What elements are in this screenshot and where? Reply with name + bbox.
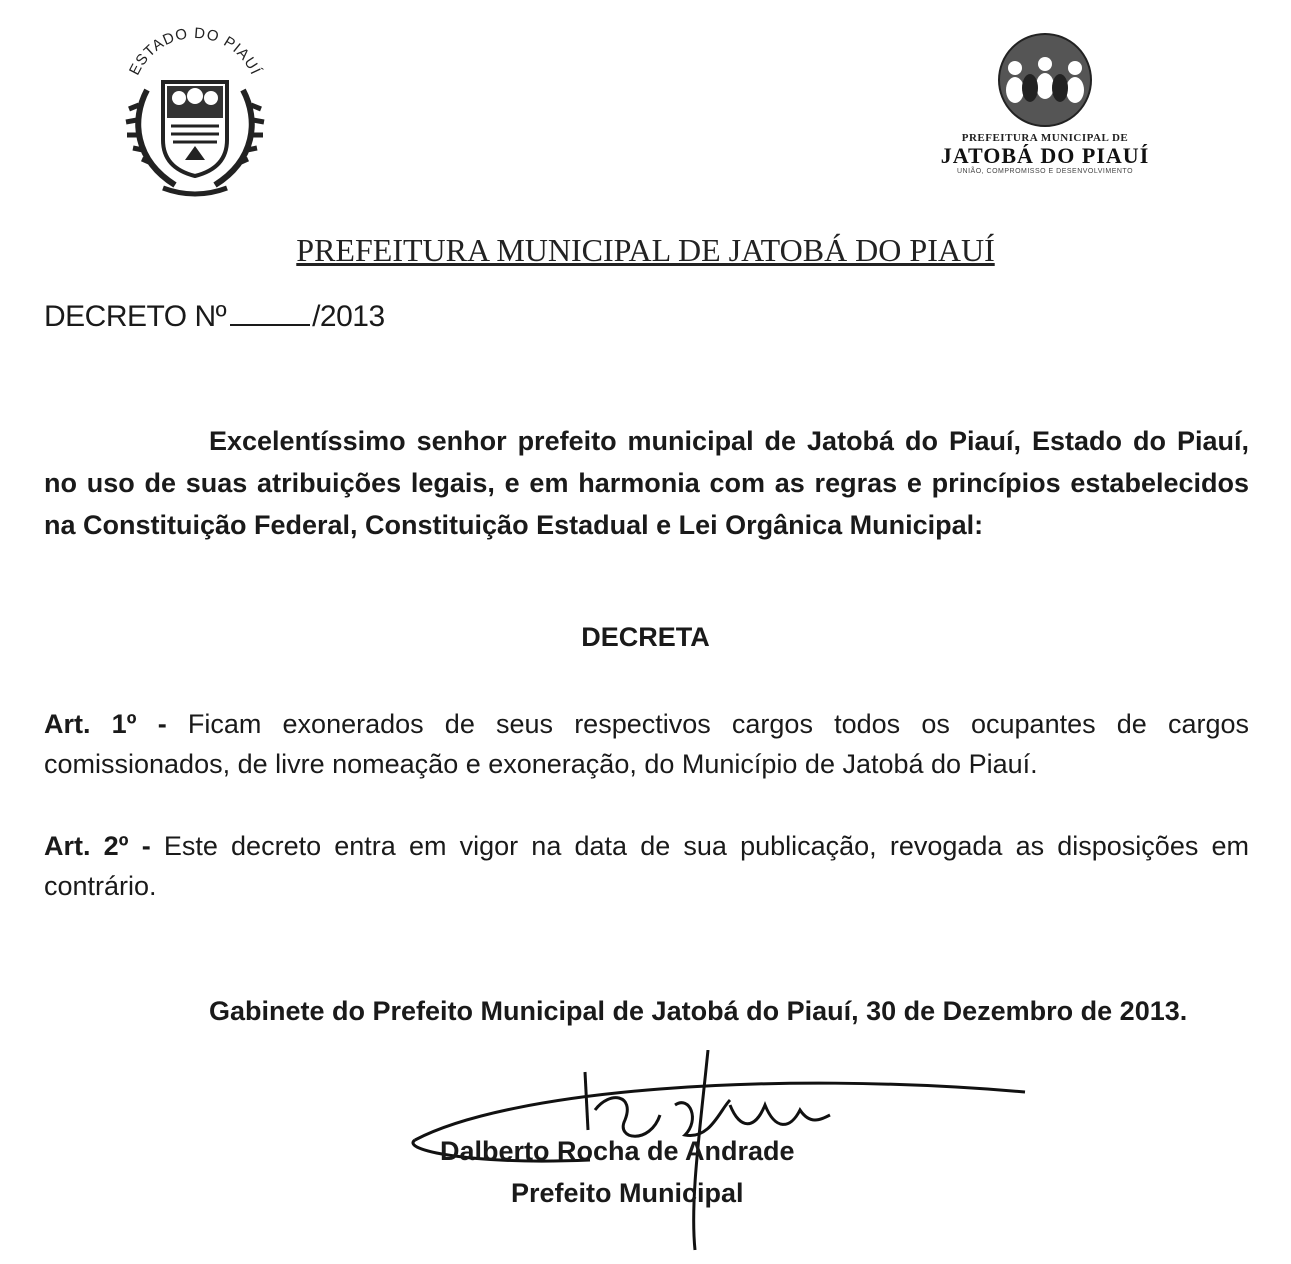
svg-text:ESTADO DO PIAUÍ: ESTADO DO PIAUÍ (125, 24, 265, 78)
signatory-title: Prefeito Municipal (511, 1178, 744, 1208)
article-2 (44, 826, 1249, 906)
municipal-people-logo-icon (970, 28, 1120, 128)
municipal-logo (900, 28, 1190, 208)
signatory-name: Dalberto Rocha de Andrade (440, 1136, 795, 1166)
logo-title: JATOBÁ DO PIAUÍ (940, 143, 1150, 168)
article-1 (44, 704, 1249, 784)
preamble-paragraph: Excelentíssimo senhor prefeito municipal de Jatobá do Piauí, Estado do Piauí, no uso de suas atribuições legais, e em harmonia com as regras e princípios estabelecidos na Constituição Federal, Constituição Estadual e Lei Orgânica Municipal: (44, 426, 1249, 540)
decree-number-suffix: /2013 (312, 300, 385, 333)
decree-number-prefix: DECRETO Nº (44, 300, 227, 333)
closing-paragraph: Gabinete do Prefeito Municipal de Jatobá do Piauí, 30 de Dezembro de 2013. (209, 996, 1188, 1026)
state-coat-of-arms-icon (105, 20, 285, 200)
article-2-text: Este decreto entra em vigor na data de sua publicação, revogada as disposições em contrário. (44, 831, 1249, 901)
logo-subtitle: PREFEITURA MUNICIPAL DE (961, 132, 1129, 144)
state-seal (105, 20, 285, 200)
decree-number-blank (230, 300, 310, 326)
article-1-label: Art. 1º - (44, 709, 167, 739)
decreta-heading: DECRETA (581, 622, 710, 652)
logo-tagline: UNIÃO, COMPROMISSO E DESENVOLVIMENTO (956, 168, 1134, 175)
article-2-label: Art. 2º - (44, 831, 151, 861)
article-1-text: Ficam exonerados de seus respectivos cargos todos os ocupantes de cargos comissionados, de livre nomeação e exoneração, do Município de Jatobá do Piauí. (44, 709, 1249, 779)
document-heading: PREFEITURA MUNICIPAL DE JATOBÁ DO PIAUÍ (296, 232, 995, 268)
decree-number (44, 300, 385, 334)
